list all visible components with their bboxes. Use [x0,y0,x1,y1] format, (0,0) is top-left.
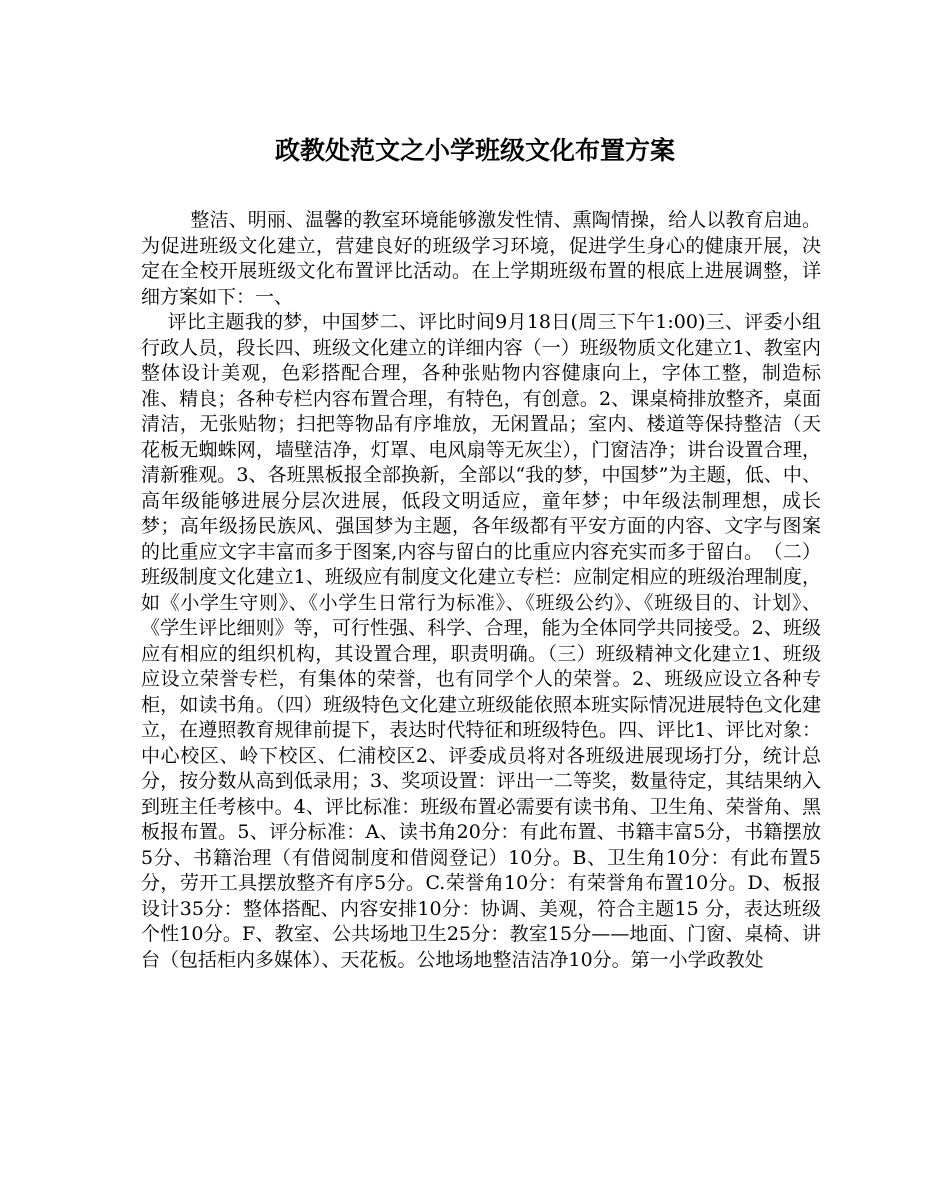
paragraph-main: 评比主题我的梦，中国梦二、评比时间9月18日(周三下午1:00)三、评委小组行政人员，段长四、班级文化建立的详细内容（一）班级物质文化建立1、教室内整体设计美观，色彩搭配合理，各种张贴物内容健康向上，字体工整，制造标准、精良；各种专栏内容布置合理，有特色，有创意。2、课桌椅排放整齐，桌面清洁，无张贴物；扫把等物品有序堆放，无闲置品；室内、楼道等保持整洁（天花板无蜘蛛网，墙壁洁净，灯罩、电风扇等无灰尘），门窗洁净；讲台设置合理，清新雅观。3、各班黑板报全部换新，全部以“我的梦，中国梦”为主题，低、中、高年级能够进展分层次进展，低段文明适应，童年梦；中年级法制理想，成长梦；高年级扬民族风、强国梦为主题，各年级都有平安方面的内容、文字与图案的比重应文字丰富而多于图案,内容与留白的比重应内容充实而多于留白。 （二）班级制度文化建立1、班级应有制度文化建立专栏：应制定相应的班级治理制度，如《小学生守则》、《小学生日常行为标准》、《班级公约》、《班级目的、计划》、《学生评比细则》等，可行性强、科学、合理，能为全体同学共同接受。2、班级应有相应的组织机构，其设置合理，职责明确。（三）班级精神文化建立1、班级应设立荣誉专栏，有集体的荣誉，也有同学个人的荣誉。2、班级应设立各种专柜，如读书角。（四）班级特色文化建立班级能依照本班实际情况进展特色文化建立，在遵照教育规律前提下，表达时代特征和班级特色。四、评比1、评比对象：中心校区、岭下校区、仁浦校区2、评委成员将对各班级进展现场打分，统计总分，按分数从高到低录用；3、奖项设置：评出一二等奖，数量待定，其结果纳入到班主任考核中。4、评比标准：班级布置必需要有读书角、卫生角、荣誉角、黑板报布置。5、评分标准：A、读书角20分：有此布置、书籍丰富5分，书籍摆放5分、书籍治理（有借阅制度和借阅登记）10分。B、卫生角10分：有此布置5分，劳开工具摆放整齐有序5分。C.荣誉角10分：有荣誉角布置10分。D、板报设计35分：整体搭配、内容安排10分：协调、美观，符合主题15 分，表达班级个性10分。F、教室、公共场地卫生25分：教室15分——地面、门窗、桌椅、讲台（包括柜内多媒体）、天花板。公地场地整洁洁净10分。第一小学政教处 [141,311,821,971]
document-title: 政教处范文之小学班级文化布置方案 [274,136,675,165]
paragraph-intro: 整洁、明丽、温馨的教室环境能够激发性情、熏陶情操，给人以教育启迪。为促进班级文化建立，营建良好的班级学习环境，促进学生身心的健康开展，决定在全校开展班级文化布置评比活动。在上学期班级布置的根底上进展调整，详细方案如下：一、 [141,209,821,308]
document-body [141,208,821,973]
